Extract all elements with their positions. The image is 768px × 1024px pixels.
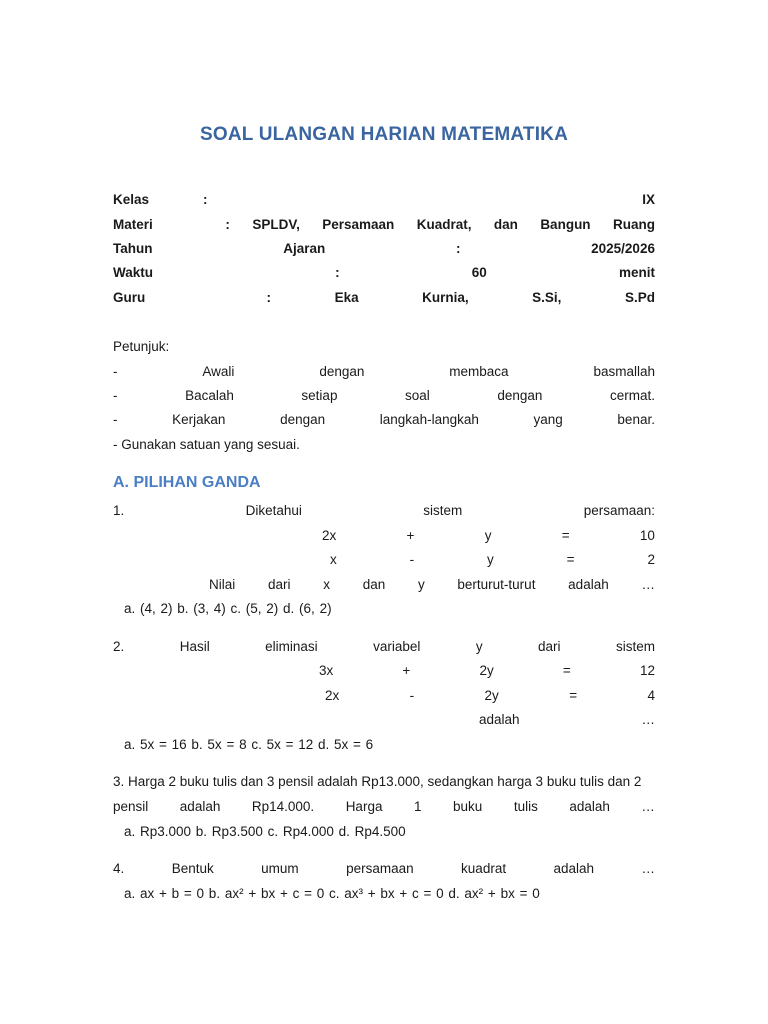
- equation-1: [322, 526, 655, 546]
- word: sistem: [423, 503, 463, 518]
- word: setiap: [301, 388, 338, 403]
- eq-term: 2x: [322, 528, 337, 543]
- word: basmallah: [593, 364, 655, 379]
- word: Bacalah: [185, 388, 234, 403]
- word: 1: [413, 799, 422, 814]
- info-colon: :: [455, 241, 461, 256]
- info-value: IX: [642, 192, 655, 207]
- equation-1: [319, 661, 655, 681]
- info-word: Kurnia,: [422, 290, 469, 305]
- word: pensil: [113, 799, 149, 814]
- word: dan: [362, 577, 386, 592]
- info-word: Eka: [334, 290, 359, 305]
- word: y: [417, 577, 425, 592]
- word: kuadrat: [461, 861, 507, 876]
- word: berturut-turut: [457, 577, 536, 592]
- info-label: Kelas: [113, 192, 150, 207]
- petunjuk-item: [113, 362, 655, 382]
- info-word: Persamaan: [322, 217, 395, 232]
- eq-term: y: [487, 552, 494, 567]
- info-colon: :: [335, 265, 340, 280]
- word: …: [641, 577, 655, 592]
- word: adalah: [568, 577, 609, 592]
- word: …: [641, 799, 655, 814]
- info-word: Ajaran: [283, 241, 326, 256]
- question-1-options: a. (4, 2) b. (3, 4) c. (5, 2) d. (6, 2): [124, 601, 332, 616]
- eq-term: 3x: [319, 663, 334, 678]
- word: benar.: [617, 412, 655, 427]
- word: langkah-langkah: [379, 412, 479, 427]
- info-colon: :: [203, 192, 208, 207]
- eq-term: 2: [647, 552, 655, 567]
- word: persamaan: [346, 861, 414, 876]
- info-label: Guru: [113, 290, 146, 305]
- info-label: Tahun: [113, 241, 153, 256]
- word: cermat.: [609, 388, 655, 403]
- word: y: [475, 639, 483, 654]
- eq-equals: =: [569, 688, 578, 703]
- eq-equals: =: [561, 528, 570, 543]
- word: Harga: [345, 799, 383, 814]
- eq-operator: +: [406, 528, 415, 543]
- word: yang: [533, 412, 563, 427]
- document-title: SOAL ULANGAN HARIAN MATEMATIKA: [199, 124, 569, 145]
- info-value: 60: [471, 265, 487, 280]
- word: umum: [261, 861, 299, 876]
- eq-term: 12: [639, 663, 655, 678]
- section-heading: A. PILIHAN GANDA: [113, 474, 261, 491]
- word: …: [641, 861, 655, 876]
- eq-operator: -: [409, 688, 415, 703]
- word: Diketahui: [245, 503, 302, 518]
- petunjuk-item: [113, 410, 655, 430]
- word: Kerjakan: [172, 412, 226, 427]
- word: x: [323, 577, 330, 592]
- info-label: Waktu: [113, 265, 153, 280]
- word: soal: [405, 388, 430, 403]
- info-colon: :: [266, 290, 272, 305]
- eq-term: 10: [639, 528, 655, 543]
- word: dengan: [319, 364, 365, 379]
- eq-equals: =: [566, 552, 575, 567]
- info-value: 2025/2026: [591, 241, 655, 256]
- word: sistem: [615, 639, 655, 654]
- word: Rp14.000.: [251, 799, 315, 814]
- info-word: Bangun: [540, 217, 591, 232]
- word: buku: [453, 799, 483, 814]
- question-4-line: [113, 859, 655, 879]
- question-number: 1.: [113, 503, 125, 518]
- eq-term: y: [484, 528, 492, 543]
- word: Nilai: [209, 577, 236, 592]
- info-word: Ruang: [612, 217, 655, 232]
- petunjuk-item-last: - Gunakan satuan yang sesuai.: [113, 437, 300, 452]
- eq-equals: =: [562, 663, 571, 678]
- equation-2: [325, 686, 655, 706]
- equation-2: [330, 550, 655, 570]
- eq-term: 2x: [325, 688, 340, 703]
- word: tulis: [513, 799, 538, 814]
- eq-term: x: [330, 552, 337, 567]
- bullet: -: [113, 388, 118, 403]
- question-3-line: [113, 797, 655, 817]
- question-3-options: a. Rp3.000 b. Rp3.500 c. Rp4.000 d. Rp4.500: [124, 824, 406, 839]
- word: adalah: [479, 712, 520, 727]
- eq-operator: -: [409, 552, 415, 567]
- info-word: dan: [493, 217, 518, 232]
- word: dengan: [497, 388, 543, 403]
- question-3-line: 3. Harga 2 buku tulis dan 3 pensil adalah Rp13.000, sedangkan harga 3 buku tulis dan 2: [113, 774, 642, 789]
- petunjuk-label: Petunjuk:: [113, 339, 170, 354]
- word: dari: [538, 639, 561, 654]
- question-1-line: [113, 501, 655, 521]
- info-colon: :: [225, 217, 230, 232]
- word: Awali: [202, 364, 235, 379]
- question-number: 2.: [113, 639, 125, 654]
- petunjuk-item: [113, 386, 655, 406]
- info-label: Materi: [113, 217, 153, 232]
- info-word: S.Pd: [624, 290, 655, 305]
- info-guru: [113, 288, 655, 308]
- info-tahun: [113, 239, 655, 259]
- info-word: SPLDV,: [252, 217, 300, 232]
- info-word: Kuadrat,: [416, 217, 472, 232]
- info-waktu: [113, 263, 655, 283]
- word: variabel: [373, 639, 421, 654]
- eq-term: 2y: [484, 688, 499, 703]
- question-number: 4.: [113, 861, 125, 876]
- question-4-options: a. ax + b = 0 b. ax² + bx + c = 0 c. ax³ + bx + c = 0 d. ax² + bx = 0: [124, 886, 540, 901]
- question-2-ask: [479, 710, 655, 730]
- info-materi: [113, 215, 655, 235]
- question-2-options: a. 5x = 16 b. 5x = 8 c. 5x = 12 d. 5x = 6: [124, 737, 374, 752]
- info-word: S.Si,: [532, 290, 562, 305]
- question-1-ask: [209, 575, 655, 595]
- word: adalah: [553, 861, 595, 876]
- word: eliminasi: [265, 639, 318, 654]
- eq-term: 2y: [479, 663, 494, 678]
- word: dengan: [280, 412, 326, 427]
- word: adalah: [569, 799, 610, 814]
- info-word: menit: [618, 265, 655, 280]
- eq-term: 4: [647, 688, 655, 703]
- word: membaca: [449, 364, 509, 379]
- question-2-line: [113, 637, 655, 657]
- bullet: -: [113, 412, 118, 427]
- word: persamaan:: [583, 503, 655, 518]
- word: …: [641, 712, 655, 727]
- word: Bentuk: [171, 861, 214, 876]
- bullet: -: [113, 364, 118, 379]
- word: Hasil: [179, 639, 210, 654]
- word: adalah: [179, 799, 221, 814]
- eq-operator: +: [402, 663, 411, 678]
- info-kelas: [113, 190, 655, 210]
- word: dari: [267, 577, 291, 592]
